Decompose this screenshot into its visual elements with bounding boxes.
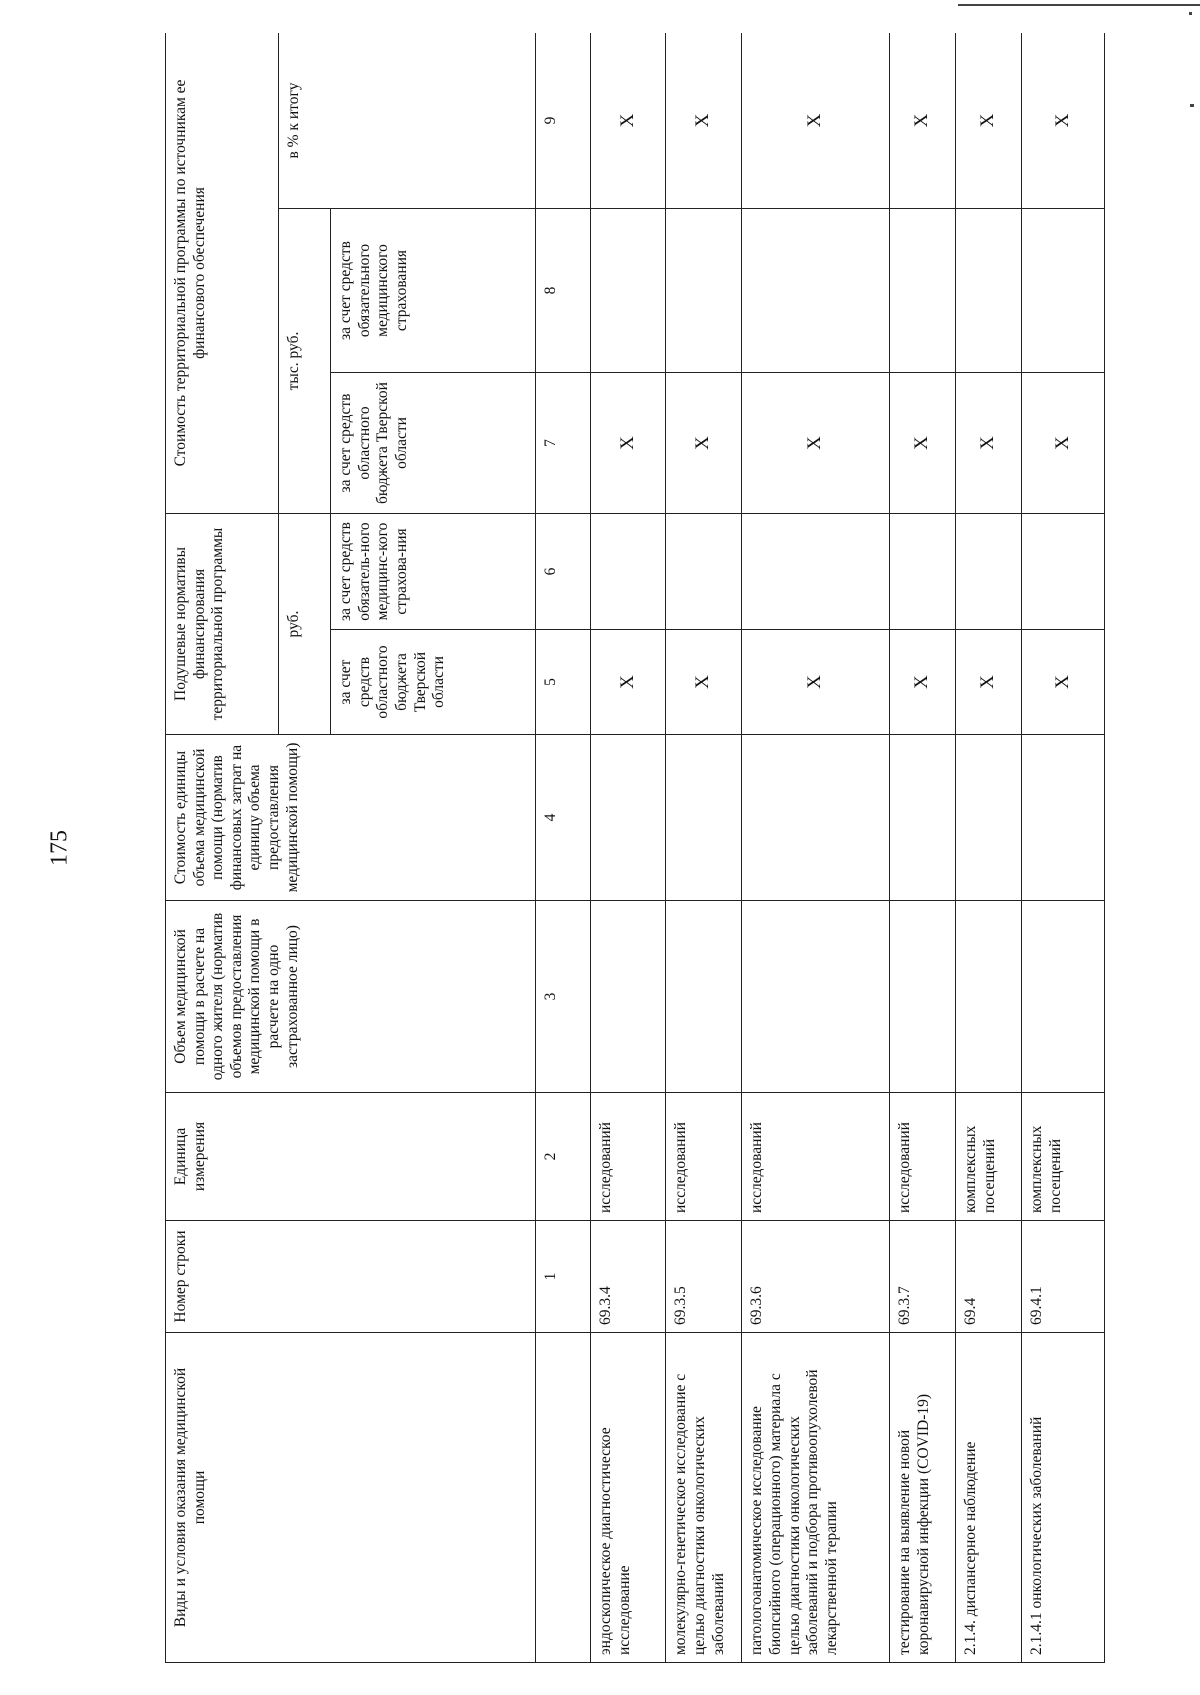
row-volume (890, 901, 956, 1093)
column-number: 6 (536, 514, 591, 630)
row-percent: X (742, 33, 890, 209)
row-cost-oms (956, 209, 1022, 373)
row-cost-regional-budget: X (890, 373, 956, 514)
row-norm-regional-budget: X (591, 630, 666, 735)
column-number: 3 (536, 901, 591, 1093)
header-unit: Единица измерения (166, 1093, 536, 1221)
header-percent: в % к итогу (279, 33, 536, 209)
table-row (742, 33, 890, 1663)
table-row (1022, 33, 1105, 1663)
table-row (666, 33, 742, 1663)
row-cost-oms (890, 209, 956, 373)
row-unit-cost (591, 735, 666, 901)
header-volume: Объем медицинской помощи в расчете на одного жителя (норматив объемов предоставления медицинской помощи в расчете на одно застрахованное лицо) (166, 901, 536, 1093)
row-cost-oms (666, 209, 742, 373)
row-cost-oms (742, 209, 890, 373)
row-volume (1022, 901, 1105, 1093)
table-frame (165, 33, 1105, 1663)
row-volume (591, 901, 666, 1093)
table-row (890, 33, 956, 1663)
row-number: 69.4 (956, 1221, 1022, 1333)
column-number: 2 (536, 1093, 591, 1221)
row-care-type: патологоанатомическое исследование биопсийного (операционного) материала с целью диагностики онкологических заболеваний и подбора противоопухолевой лекарственной терапии (742, 1333, 890, 1663)
row-unit-cost (742, 735, 890, 901)
row-norm-oms (591, 514, 666, 630)
column-number: 5 (536, 630, 591, 735)
row-cost-oms (591, 209, 666, 373)
row-volume (666, 901, 742, 1093)
header-cost-unit: тыс. руб. (279, 209, 331, 514)
row-norm-oms (890, 514, 956, 630)
page-number: 175 (46, 830, 73, 866)
header-row-number: Номер строки (166, 1221, 536, 1333)
header-norms-unit: руб. (279, 514, 331, 735)
row-number: 69.3.5 (666, 1221, 742, 1333)
header-norm-regional-budget: за счет средств областного бюджета Тверской области (331, 630, 536, 735)
row-number: 69.3.7 (890, 1221, 956, 1333)
row-number: 69.4.1 (1022, 1221, 1105, 1333)
table-row (956, 33, 1022, 1663)
row-unit: исследований (666, 1093, 742, 1221)
scan-artifact (1190, 104, 1194, 107)
row-norm-regional-budget: X (956, 630, 1022, 735)
header-norm-oms: за счет средств обязатель-ного медицинс-кого страхова-ния (331, 514, 536, 630)
header-care-type: Виды и условия оказания медицинской помощи (166, 1333, 536, 1663)
row-care-type: эндоскопическое диагностическое исследование (591, 1333, 666, 1663)
column-number: 4 (536, 735, 591, 901)
row-percent: X (591, 33, 666, 209)
row-unit-cost (1022, 735, 1105, 901)
table-row (591, 33, 666, 1663)
column-number: 8 (536, 209, 591, 373)
row-percent: X (666, 33, 742, 209)
row-cost-regional-budget: X (742, 373, 890, 514)
row-norm-regional-budget: X (666, 630, 742, 735)
row-unit: исследований (591, 1093, 666, 1221)
row-unit-cost (890, 735, 956, 901)
row-percent: X (956, 33, 1022, 209)
row-cost-regional-budget: X (1022, 373, 1105, 514)
column-number-blank (536, 1333, 591, 1663)
header-unit-cost: Стоимость единицы объема медицинской помощи (норматив финансовых затрат на единицу объема предоставления медицинской помощи) (166, 735, 536, 901)
row-cost-regional-budget: X (591, 373, 666, 514)
row-cost-regional-budget: X (666, 373, 742, 514)
header-cost-oms: за счет средств обязательного медицинского страхования (331, 209, 536, 373)
financing-table (165, 33, 1105, 1663)
row-norm-oms (666, 514, 742, 630)
row-cost-regional-budget: X (956, 373, 1022, 514)
header-program-cost: Стоимость территориальной программы по источникам ее финансового обеспечения (166, 33, 279, 514)
header-per-capita-norms: Подушевые нормативы финансирования территориальной программы (166, 514, 279, 735)
row-norm-regional-budget: X (742, 630, 890, 735)
row-volume (956, 901, 1022, 1093)
row-unit: исследований (890, 1093, 956, 1221)
row-norm-oms (956, 514, 1022, 630)
row-number: 69.3.4 (591, 1221, 666, 1333)
header-cost-regional-budget: за счет средств областного бюджета Тверской области (331, 373, 536, 514)
row-norm-oms (742, 514, 890, 630)
row-unit: комплексных посещений (1022, 1093, 1105, 1221)
row-care-type: 2.1.4. диспансерное наблюдение (956, 1333, 1022, 1663)
header-row-1 (166, 33, 279, 1663)
row-care-type: 2.1.4.1 онкологических заболеваний (1022, 1333, 1105, 1663)
column-number: 1 (536, 1221, 591, 1333)
row-norm-regional-budget: X (890, 630, 956, 735)
column-number-row (536, 33, 591, 1663)
row-care-type: молекулярно-генетическое исследование с целью диагностики онкологических заболеваний (666, 1333, 742, 1663)
row-norm-oms (1022, 514, 1105, 630)
row-unit: комплексных посещений (956, 1093, 1022, 1221)
row-percent: X (890, 33, 956, 209)
scan-artifact (1189, 12, 1192, 15)
row-percent: X (1022, 33, 1105, 209)
row-unit-cost (956, 735, 1022, 901)
row-unit-cost (666, 735, 742, 901)
row-number: 69.3.6 (742, 1221, 890, 1333)
row-volume (742, 901, 890, 1093)
row-norm-regional-budget: X (1022, 630, 1105, 735)
row-care-type: тестирование на выявление новой коронавирусной инфекции (COVID-19) (890, 1333, 956, 1663)
row-unit: исследований (742, 1093, 890, 1221)
column-number: 7 (536, 373, 591, 514)
column-number: 9 (536, 33, 591, 209)
scan-artifact (958, 4, 1200, 6)
row-cost-oms (1022, 209, 1105, 373)
